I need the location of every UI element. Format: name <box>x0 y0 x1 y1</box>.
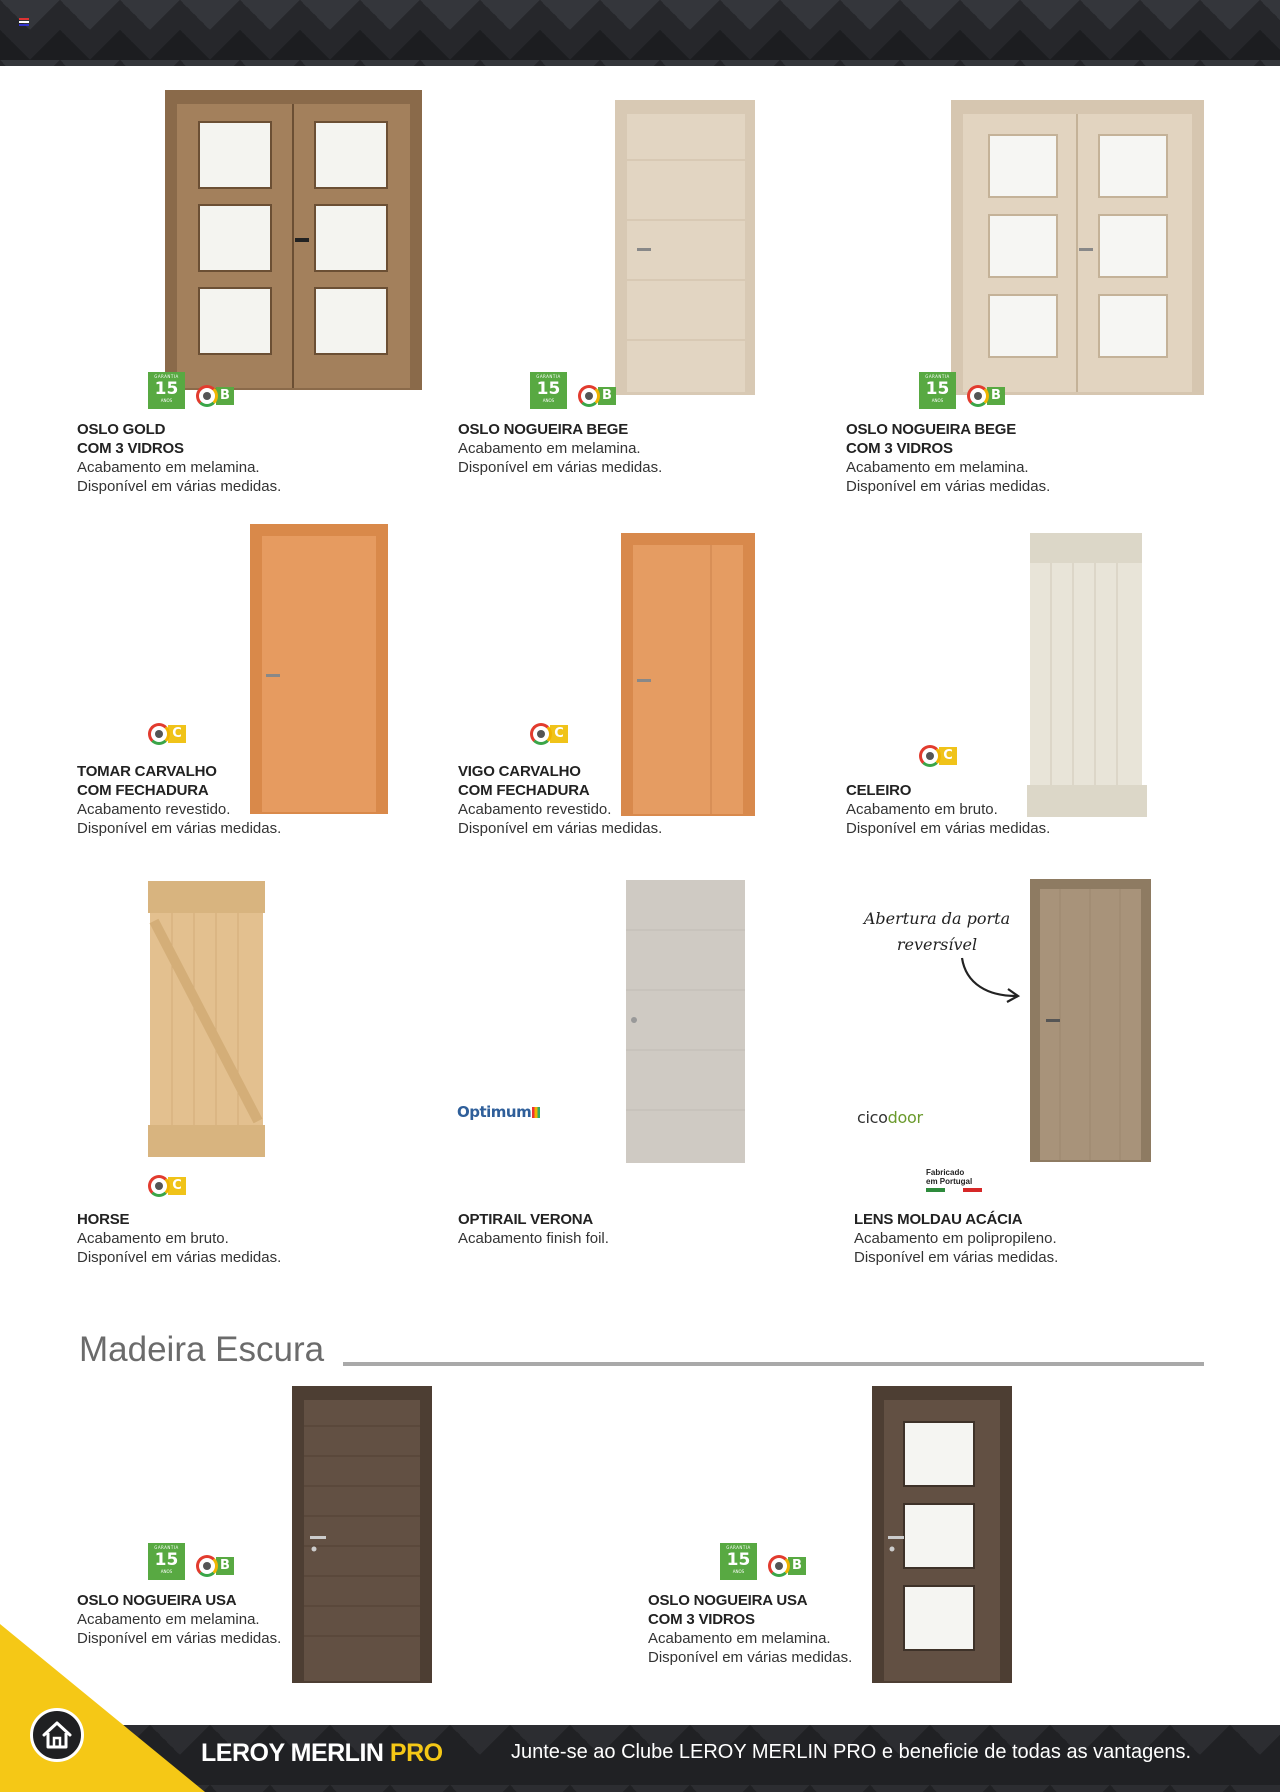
product-title: OSLO GOLD COM 3 VIDROS <box>77 421 184 457</box>
energy-ring-icon <box>196 385 218 407</box>
section-divider <box>343 1362 1204 1366</box>
product-description: Acabamento em bruto. Disponível em várias medidas. <box>846 801 1051 837</box>
door-image-vigo-carvalho <box>621 533 755 816</box>
product-description: Acabamento em melamina. Disponível em várias medidas. <box>77 1611 282 1647</box>
energy-label: C <box>919 745 957 767</box>
door-image-tomar-carvalho <box>250 524 388 814</box>
product-description: Acabamento em melamina. Disponível em várias medidas. <box>77 459 282 495</box>
leroy-merlin-pro-logo: LEROY MERLIN PRO <box>201 1739 443 1767</box>
home-icon <box>33 1711 81 1759</box>
product-title: VIGO CARVALHO COM FECHADURA <box>458 763 590 799</box>
energy-label: B <box>768 1555 806 1577</box>
product-description: Acabamento em melamina. Disponível em várias medidas. <box>846 459 1051 495</box>
energy-label: C <box>148 723 186 745</box>
guarantee-badge: GARANTIA 15 ANOS <box>148 372 185 409</box>
door-image-oslo-nogueira-usa-3-vidros <box>872 1386 1012 1683</box>
product-title: HORSE <box>77 1211 130 1228</box>
product-description: Acabamento em melamina. Disponível em várias medidas. <box>458 440 663 476</box>
product-title: OSLO NOGUEIRA BEGE <box>458 421 629 438</box>
product-title: CELEIRO <box>846 782 912 799</box>
footer-tagline: Junte-se ao Clube LEROY MERLIN PRO e beneficie de todas as vantagens. <box>511 1741 1192 1763</box>
energy-label: B <box>196 385 234 407</box>
energy-label: B <box>967 385 1005 407</box>
yellow-corner-accent <box>0 1624 205 1792</box>
guarantee-badge: GARANTIA 15 ANOS <box>148 1543 185 1580</box>
product-title: OPTIRAIL VERONA <box>458 1211 594 1228</box>
energy-label: C <box>530 723 568 745</box>
door-image-oslo-gold <box>165 90 422 390</box>
energy-ring-icon <box>148 1175 170 1197</box>
guarantee-badge: GARANTIA 15 ANOS <box>919 372 956 409</box>
product-title: OSLO NOGUEIRA BEGE COM 3 VIDROS <box>846 421 1017 457</box>
flag-icon <box>19 18 29 25</box>
reversible-opening-note: Abertura da porta reversível <box>863 909 1011 954</box>
section-title: Madeira Escura <box>79 1330 325 1369</box>
top-banner <box>0 0 1280 66</box>
portugal-flag-stripe <box>926 1188 982 1192</box>
product-title: OSLO NOGUEIRA USA COM 3 VIDROS <box>648 1592 808 1628</box>
door-image-oslo-nogueira-usa <box>292 1386 432 1683</box>
door-image-optirail-verona <box>626 880 745 1163</box>
door-image-celeiro <box>1027 533 1147 817</box>
product-description: Acabamento revestido. Disponível em várias medidas. <box>77 801 282 837</box>
energy-label: B <box>196 1555 234 1577</box>
energy-ring-icon <box>967 385 989 407</box>
product-description: Acabamento em melamina. Disponível em várias medidas. <box>648 1630 853 1666</box>
energy-ring-icon <box>530 723 552 745</box>
product-description: Acabamento em bruto. Disponível em várias medidas. <box>77 1230 282 1266</box>
product-description: Acabamento em polipropileno. Disponível em várias medidas. <box>854 1230 1059 1266</box>
optimum-logo: Optimum <box>457 1103 540 1121</box>
product-title: TOMAR CARVALHO COM FECHADURA <box>77 763 217 799</box>
energy-label: B <box>578 385 616 407</box>
energy-ring-icon <box>919 745 941 767</box>
guarantee-badge: GARANTIA 15 ANOS <box>720 1543 757 1580</box>
arrow-icon <box>958 954 1024 1004</box>
energy-ring-icon <box>196 1555 218 1577</box>
product-title: LENS MOLDAU ACÁCIA <box>854 1211 1023 1228</box>
door-image-horse <box>148 881 265 1157</box>
energy-label: C <box>148 1175 186 1197</box>
product-title: OSLO NOGUEIRA USA <box>77 1592 237 1609</box>
door-image-oslo-nogueira-bege <box>615 100 755 395</box>
home-button[interactable] <box>30 1708 84 1762</box>
cicodoor-logo: cicodoor <box>857 1108 923 1127</box>
energy-ring-icon <box>148 723 170 745</box>
product-description: Acabamento revestido. Disponível em várias medidas. <box>458 801 663 837</box>
made-in-portugal-label: Fabricado em Portugal <box>926 1168 986 1192</box>
energy-ring-icon <box>768 1555 790 1577</box>
product-description: Acabamento finish foil. <box>458 1230 609 1247</box>
door-image-oslo-nogueira-bege-3-vidros <box>951 100 1204 395</box>
energy-ring-icon <box>578 385 600 407</box>
door-image-lens-moldau-acacia <box>1030 879 1151 1162</box>
guarantee-badge: GARANTIA 15 ANOS <box>530 372 567 409</box>
